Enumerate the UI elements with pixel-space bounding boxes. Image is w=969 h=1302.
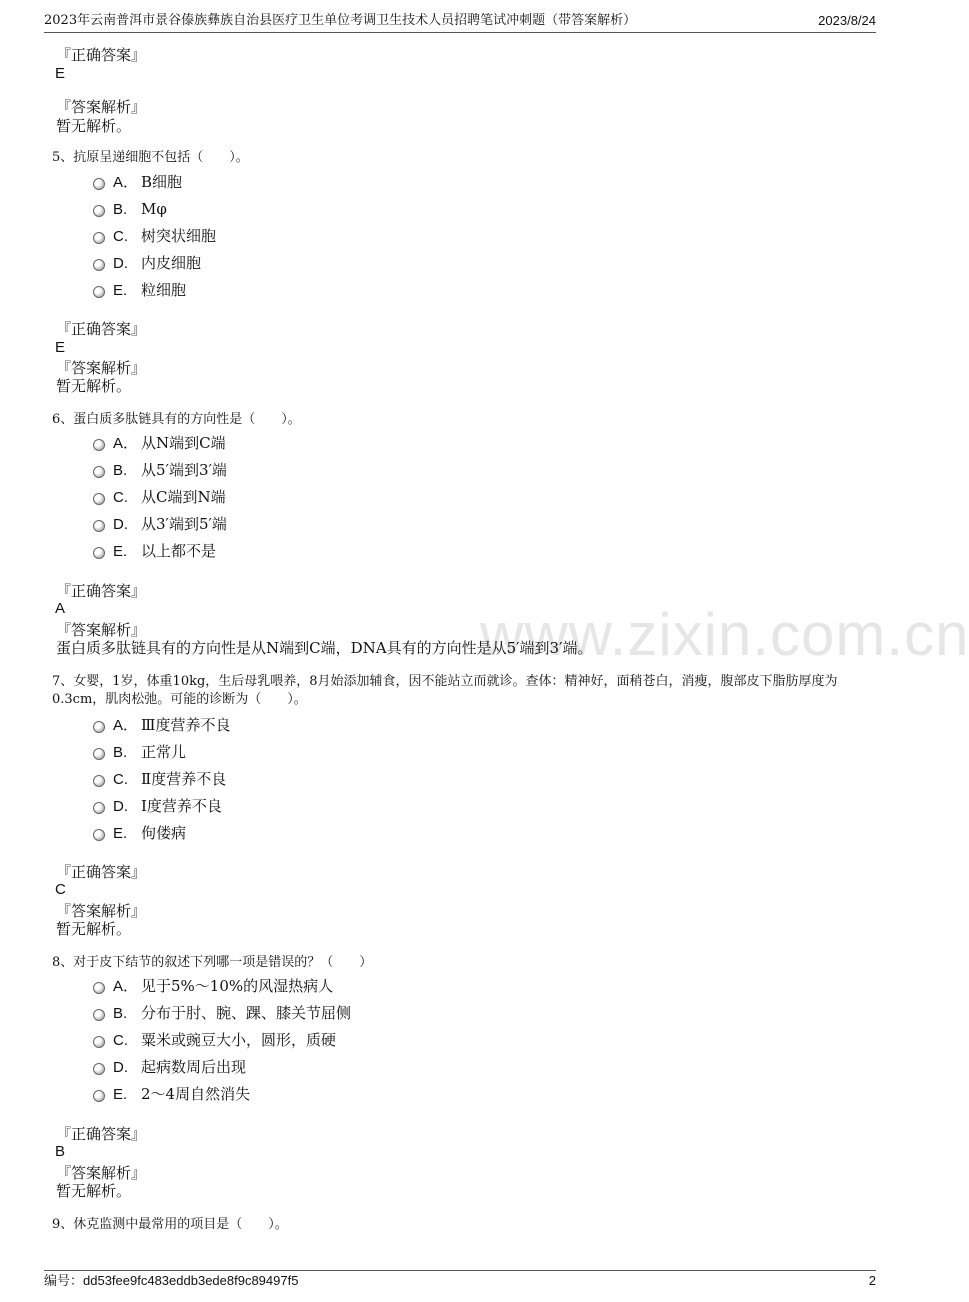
option-item[interactable]: C. 树突状细胞 bbox=[93, 226, 216, 246]
analysis-text: 暂无解析。 bbox=[56, 1182, 132, 1200]
radio-icon[interactable] bbox=[93, 205, 105, 217]
option-item[interactable]: D. 内皮细胞 bbox=[93, 253, 201, 273]
radio-icon[interactable] bbox=[93, 493, 105, 505]
option-item[interactable]: D. Ⅰ度营养不良 bbox=[93, 796, 222, 816]
option-item[interactable]: B. 正常儿 bbox=[93, 742, 186, 762]
answer-value: B bbox=[55, 1143, 66, 1160]
page-number: 2 bbox=[868, 1273, 876, 1288]
option-item[interactable]: D. 从3′端到5′端 bbox=[93, 514, 227, 534]
radio-icon[interactable] bbox=[93, 1009, 105, 1021]
radio-icon[interactable] bbox=[93, 547, 105, 559]
radio-icon[interactable] bbox=[93, 829, 105, 841]
option-item[interactable]: E. 2～4周自然消失 bbox=[93, 1084, 250, 1104]
answer-value: A bbox=[55, 600, 66, 617]
answer-value: C bbox=[55, 881, 66, 898]
question-stem: 6、蛋白质多肽链具有的方向性是（ ）。 bbox=[52, 412, 301, 427]
answer-label: 『正确答案』 bbox=[56, 863, 147, 881]
option-item[interactable]: E. 佝偻病 bbox=[93, 823, 186, 843]
radio-icon[interactable] bbox=[93, 466, 105, 478]
radio-icon[interactable] bbox=[93, 178, 105, 190]
answer-label: 『正确答案』 bbox=[56, 1125, 147, 1143]
analysis-label: 『答案解析』 bbox=[56, 902, 147, 920]
option-item[interactable]: D. 起病数周后出现 bbox=[93, 1057, 246, 1077]
question-stem: 8、对于皮下结节的叙述下列哪一项是错误的？（ ） bbox=[52, 955, 373, 970]
analysis-text: 暂无解析。 bbox=[56, 920, 132, 938]
radio-icon[interactable] bbox=[93, 232, 105, 244]
option-item[interactable]: A． B细胞 bbox=[93, 172, 182, 192]
answer-label: 『正确答案』 bbox=[56, 320, 147, 338]
answer-value: E bbox=[55, 339, 66, 356]
header-date: 2023/8/24 bbox=[818, 13, 876, 28]
analysis-label: 『答案解析』 bbox=[56, 98, 147, 116]
radio-icon[interactable] bbox=[93, 982, 105, 994]
page-footer bbox=[44, 1270, 876, 1289]
analysis-text: 蛋白质多肽链具有的方向性是从N端到C端，DNA具有的方向性是从5′端到3′端。 bbox=[56, 639, 593, 657]
radio-icon[interactable] bbox=[93, 775, 105, 787]
analysis-label: 『答案解析』 bbox=[56, 1164, 147, 1182]
question-stem: 9、休克监测中最常用的项目是（ ）。 bbox=[52, 1217, 288, 1232]
radio-icon[interactable] bbox=[93, 286, 105, 298]
watermark: www.zixin.com.cn bbox=[480, 601, 969, 668]
analysis-label: 『答案解析』 bbox=[56, 621, 147, 639]
radio-icon[interactable] bbox=[93, 1063, 105, 1075]
option-item[interactable]: A． 见于5%～10%的风湿热病人 bbox=[93, 976, 333, 996]
radio-icon[interactable] bbox=[93, 259, 105, 271]
analysis-text: 暂无解析。 bbox=[56, 117, 132, 135]
question-stem: 5、抗原呈递细胞不包括（ ）。 bbox=[52, 150, 249, 165]
analysis-text: 暂无解析。 bbox=[56, 377, 132, 395]
option-item[interactable]: E. 粒细胞 bbox=[93, 280, 186, 300]
option-item[interactable]: C. Ⅱ度营养不良 bbox=[93, 769, 226, 789]
radio-icon[interactable] bbox=[93, 520, 105, 532]
radio-icon[interactable] bbox=[93, 721, 105, 733]
radio-icon[interactable] bbox=[93, 802, 105, 814]
option-item[interactable]: A． Ⅲ度营养不良 bbox=[93, 715, 230, 735]
analysis-label: 『答案解析』 bbox=[56, 359, 147, 377]
option-item[interactable]: B. Mφ bbox=[93, 199, 167, 219]
answer-label: 『正确答案』 bbox=[56, 46, 147, 64]
radio-icon[interactable] bbox=[93, 748, 105, 760]
option-item[interactable]: C. 从C端到N端 bbox=[93, 487, 226, 507]
radio-icon[interactable] bbox=[93, 439, 105, 451]
document-title: 2023年云南普洱市景谷傣族彝族自治县医疗卫生单位考调卫生技术人员招聘笔试冲刺题（带答案解析） bbox=[44, 13, 637, 28]
option-item[interactable]: C. 粟米或豌豆大小，圆形，质硬 bbox=[93, 1030, 336, 1050]
radio-icon[interactable] bbox=[93, 1036, 105, 1048]
question-stem: 7、女婴，1岁，体重10kg，生后母乳喂养，8月始添加辅食，因不能站立而就诊。查体：精神好，面稍苍白，消瘦，腹部皮下脂肪厚度为0.3cm，肌肉松弛。可能的诊断为（ ）。 bbox=[52, 674, 838, 707]
radio-icon[interactable] bbox=[93, 1090, 105, 1102]
option-item[interactable]: A． 从N端到C端 bbox=[93, 433, 226, 453]
option-item[interactable]: E. 以上都不是 bbox=[93, 541, 216, 561]
document-code: 编号：dd53fee9fc483eddb3ede8f9c89497f5 bbox=[44, 1273, 299, 1289]
page-header bbox=[44, 12, 876, 33]
answer-label: 『正确答案』 bbox=[56, 582, 147, 600]
option-item[interactable]: B. 分布于肘、腕、踝、膝关节屈侧 bbox=[93, 1003, 351, 1023]
answer-value: E bbox=[55, 65, 66, 82]
option-item[interactable]: B. 从5′端到3′端 bbox=[93, 460, 227, 480]
